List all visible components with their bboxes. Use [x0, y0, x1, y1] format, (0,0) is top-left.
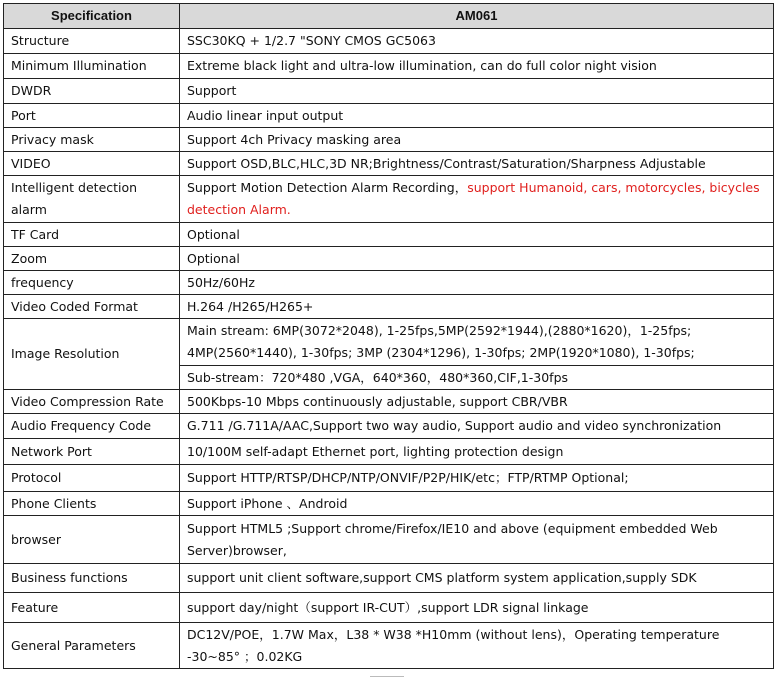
row-value: support day/night（support IR-CUT）,support LDR signal linkage	[180, 593, 774, 623]
row-value: Main stream: 6MP(3072*2048), 1-25fps,5MP(2592*1944),(2880*1620)，1-25fps; 4MP(2560*1440), 1-30fps; 3MP (2304*1296), 1-30fps; 2MP(1920*1080), 1-30fps;	[180, 319, 774, 366]
table-row	[4, 79, 774, 104]
row-label: Video Compression Rate	[4, 390, 180, 414]
row-label: frequency	[4, 271, 180, 295]
row-label: Protocol	[4, 465, 180, 492]
row-value: Support	[180, 79, 774, 104]
table-row	[4, 271, 774, 295]
row-label: Privacy mask	[4, 128, 180, 152]
table-row	[4, 623, 774, 669]
table-row	[4, 29, 774, 54]
row-label: Minimum Illumination	[4, 54, 180, 79]
table-row	[4, 492, 774, 516]
row-value: Support OSD,BLC,HLC,3D NR;Brightness/Contrast/Saturation/Sharpness Adjustable	[180, 152, 774, 176]
row-value: Audio linear input output	[180, 104, 774, 128]
row-value: support unit client software,support CMS platform system application,supply SDK	[180, 564, 774, 593]
row-value: Support HTTP/RTSP/DHCP/NTP/ONVIF/P2P/HIK/etc；FTP/RTMP Optional;	[180, 465, 774, 492]
table-row	[4, 319, 774, 366]
row-value	[180, 176, 774, 223]
row-value: Support HTML5 ;Support chrome/Firefox/IE10 and above (equipment embedded Web Server)browser,	[180, 516, 774, 564]
row-label: Audio Frequency Code	[4, 414, 180, 439]
header-model: AM061	[180, 4, 774, 29]
row-value: Support iPhone 、Android	[180, 492, 774, 516]
row-label: Business functions	[4, 564, 180, 593]
row-value-highlight: support Humanoid, cars, motorcycles, bicycles detection Alarm.	[187, 180, 760, 217]
table-row	[4, 223, 774, 247]
table-row	[4, 128, 774, 152]
table-row	[4, 247, 774, 271]
row-label: VIDEO	[4, 152, 180, 176]
row-label: Intelligent detection alarm	[4, 176, 180, 223]
row-value: H.264 /H265/H265+	[180, 295, 774, 319]
table-row	[4, 295, 774, 319]
row-label: Network Port	[4, 439, 180, 465]
table-row	[4, 516, 774, 564]
page-edge-mark	[370, 676, 404, 680]
row-value: 50Hz/60Hz	[180, 271, 774, 295]
spec-table	[3, 3, 774, 669]
row-label: DWDR	[4, 79, 180, 104]
row-label: General Parameters	[4, 623, 180, 669]
table-row	[4, 593, 774, 623]
table-row	[4, 390, 774, 414]
row-label: TF Card	[4, 223, 180, 247]
table-row	[4, 414, 774, 439]
row-label: Feature	[4, 593, 180, 623]
row-value: Optional	[180, 247, 774, 271]
row-value: Optional	[180, 223, 774, 247]
row-value: G.711 /G.711A/AAC,Support two way audio, Support audio and video synchronization	[180, 414, 774, 439]
row-label: Phone Clients	[4, 492, 180, 516]
table-row	[4, 104, 774, 128]
row-value: Support 4ch Privacy masking area	[180, 128, 774, 152]
row-label: Zoom	[4, 247, 180, 271]
row-value: 10/100M self-adapt Ethernet port, lighting protection design	[180, 439, 774, 465]
row-value-substream: Sub-stream：720*480 ,VGA，640*360，480*360,CIF,1-30fps	[180, 366, 774, 390]
table-row	[4, 176, 774, 223]
row-value: 500Kbps-10 Mbps continuously adjustable, support CBR/VBR	[180, 390, 774, 414]
row-value: Extreme black light and ultra-low illumination, can do full color night vision	[180, 54, 774, 79]
table-row	[4, 54, 774, 79]
table-row	[4, 465, 774, 492]
table-row	[4, 439, 774, 465]
row-label: Video Coded Format	[4, 295, 180, 319]
row-label: Port	[4, 104, 180, 128]
row-label: Image Resolution	[4, 319, 180, 390]
row-value-text: Support Motion Detection Alarm Recording，	[187, 180, 468, 195]
row-value: SSC30KQ + 1/2.7 "SONY CMOS GC5063	[180, 29, 774, 54]
header-specification: Specification	[4, 4, 180, 29]
table-row	[4, 564, 774, 593]
row-label: browser	[4, 516, 180, 564]
row-label: Structure	[4, 29, 180, 54]
row-value: DC12V/POE，1.7W Max，L38 * W38 *H10mm (without lens)，Operating temperature -30~85° ；0.02KG	[180, 623, 774, 669]
table-row	[4, 152, 774, 176]
table-header-row	[4, 4, 774, 29]
